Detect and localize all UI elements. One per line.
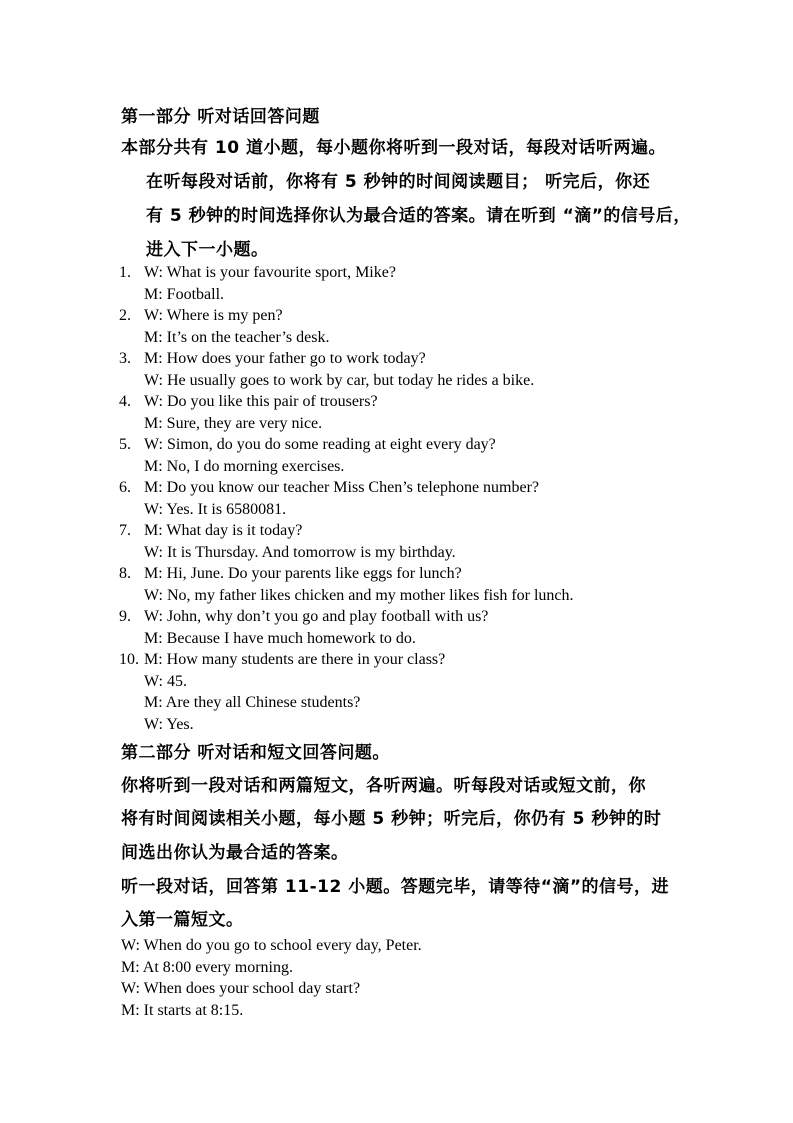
dialog-line: M: How many students are there in your class?: [144, 651, 446, 668]
dialog-line: M: Are they all Chinese students?: [144, 694, 361, 711]
part2-instruction-line: 间选出你认为最合适的答案。: [121, 843, 349, 863]
conversation-line: M: At 8:00 every morning.: [121, 958, 293, 976]
part1-heading: 第一部分 听对话回答问题: [121, 107, 320, 127]
dialog-number: 10.: [119, 651, 139, 668]
dialog-line: W: No, my father likes chicken and my mother likes fish for lunch.: [144, 586, 574, 604]
dialog-number: 1.: [119, 264, 131, 281]
dialog-number: 8.: [119, 565, 131, 582]
dialog-item: [119, 434, 759, 477]
dialog-item: [119, 520, 759, 563]
part2-conversation: [121, 935, 422, 1021]
dialog-item: [119, 305, 759, 348]
dialog-number: 3.: [119, 350, 131, 367]
dialog-line: M: No, I do morning exercises.: [144, 457, 345, 475]
dialog-item: [119, 563, 759, 606]
dialog-line: M: It’s on the teacher’s desk.: [144, 328, 330, 346]
dialog-number: 9.: [119, 608, 131, 625]
dialog-item: [119, 477, 759, 520]
dialog-line: M: Do you know our teacher Miss Chen’s telephone number?: [144, 479, 540, 496]
conversation-line: M: It starts at 8:15.: [121, 1001, 244, 1019]
dialog-line: W: Simon, do you do some reading at eight every day?: [144, 436, 496, 453]
dialog-item: [119, 348, 759, 391]
dialog-line: M: How does your father go to work today?: [144, 350, 426, 367]
dialog-line: M: Sure, they are very nice.: [144, 414, 323, 432]
part2-sub-instruction-line: 入第一篇短文。: [121, 910, 244, 930]
dialog-item: [119, 606, 759, 649]
part2-heading: 第二部分 听对话和短文回答问题。: [121, 743, 390, 763]
dialog-number: 6.: [119, 479, 131, 496]
dialog-line: W: What is your favourite sport, Mike?: [144, 264, 396, 281]
part1-instruction-line: 进入下一小题。: [146, 240, 269, 260]
part2-instruction-line: 你将听到一段对话和两篇短文，各听两遍。听每段对话或短文前，你: [121, 776, 646, 796]
dialog-line: W: Do you like this pair of trousers?: [144, 393, 378, 410]
part1-instruction-line: 本部分共有 10 道小题，每小题你将听到一段对话，每段对话听两遍。: [121, 138, 666, 158]
dialog-line: W: John, why don’t you go and play football with us?: [144, 608, 489, 625]
dialog-line: W: It is Thursday. And tomorrow is my birthday.: [144, 543, 456, 561]
dialog-item: [119, 649, 759, 735]
dialog-line: M: What day is it today?: [144, 522, 303, 539]
dialog-line: M: Football.: [144, 285, 225, 303]
part1-instruction-line: 有 5 秒钟的时间选择你认为最合适的答案。请在听到 “滴”的信号后，: [146, 206, 691, 226]
dialog-number: 5.: [119, 436, 131, 453]
dialog-line: M: Hi, June. Do your parents like eggs for lunch?: [144, 565, 462, 582]
dialog-number: 7.: [119, 522, 131, 539]
dialog-number: 2.: [119, 307, 131, 324]
dialog-line: W: He usually goes to work by car, but today he rides a bike.: [144, 371, 535, 389]
part2-sub-instruction-line: 听一段对话，回答第 11-12 小题。答题完毕，请等待“滴”的信号，进: [121, 877, 670, 897]
dialog-item: [119, 391, 759, 434]
part2-instruction-line: 将有时间阅读相关小题，每小题 5 秒钟；听完后，你仍有 5 秒钟的时: [121, 809, 662, 829]
dialog-line: W: 45.: [144, 672, 187, 690]
dialog-line: W: Where is my pen?: [144, 307, 283, 324]
dialog-item: [119, 262, 759, 305]
dialog-line: W: Yes. It is 6580081.: [144, 500, 287, 518]
part1-instruction-line: 在听每段对话前，你将有 5 秒钟的时间阅读题目； 听完后，你还: [146, 172, 651, 192]
part1-dialog-list: [119, 262, 759, 735]
dialog-line: M: Because I have much homework to do.: [144, 629, 416, 647]
dialog-number: 4.: [119, 393, 131, 410]
conversation-line: W: When do you go to school every day, Peter.: [121, 937, 422, 954]
conversation-line: W: When does your school day start?: [121, 980, 361, 997]
dialog-line: W: Yes.: [144, 715, 194, 733]
